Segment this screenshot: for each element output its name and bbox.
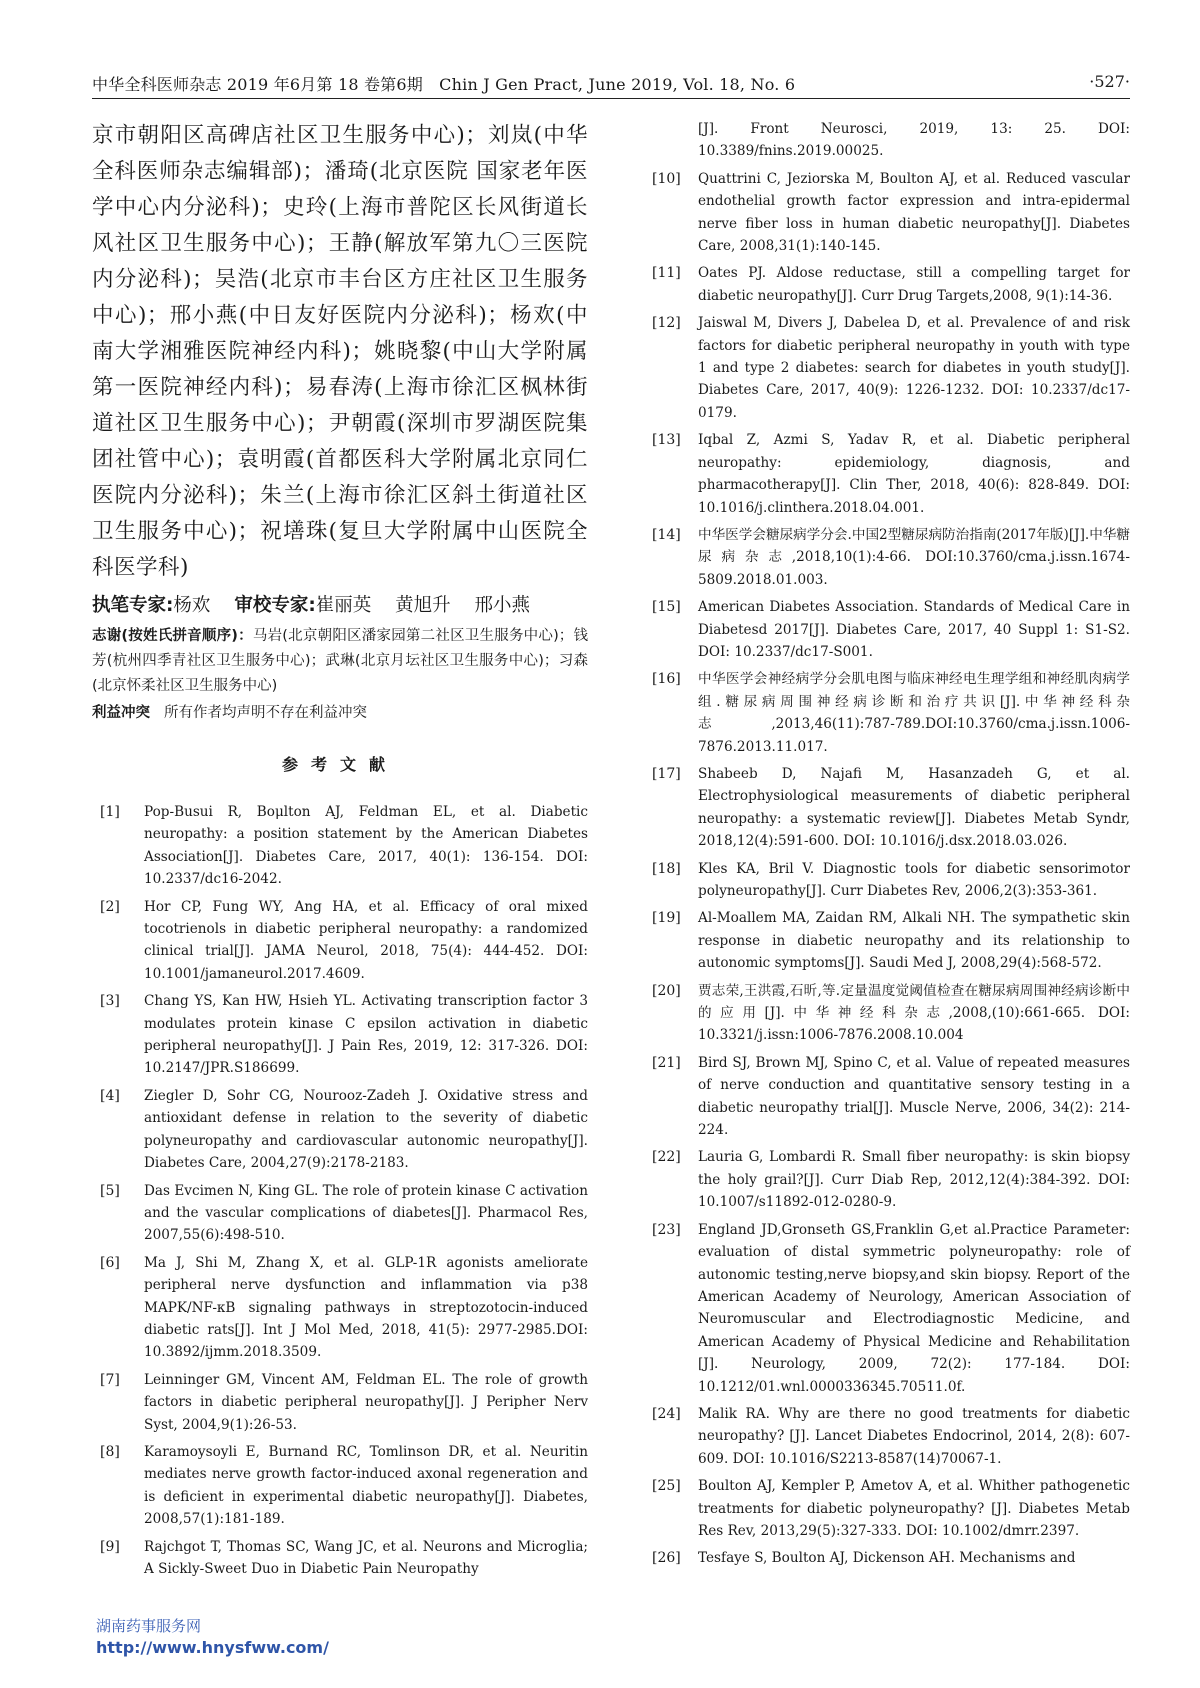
conflict-of-interest [92, 701, 588, 726]
reference-number: [24] [652, 1405, 681, 1422]
reference-number: [16] [652, 671, 681, 688]
watermark-url[interactable]: http://www.hnysfww.com/ [96, 1638, 329, 1657]
reference-item [652, 858, 1130, 903]
reference-number: [9] [100, 1538, 120, 1555]
reference-item [652, 262, 1130, 307]
reference-text: 贾志荣,王洪霞,石昕,等.定量温度觉阈值检查在糖尿病周围神经病诊断中的应用[J].中华神经科杂志,2008,(10):661-665. DOI: 10.3321/j.issn:1006-7876.2008.10.004 [698, 982, 1130, 1044]
reference-number: [19] [652, 910, 681, 927]
reference-text: Quattrini C, Jeziorska M, Boulton AJ, et al. Reduced vascular endothelial growth factor expression and intra-epidermal nerve fiber loss in human diabetic neuropathy[J]. Diabetes Care, 2008,31(1):140-145. [698, 170, 1130, 255]
experts-line [92, 588, 588, 624]
reference-text: Tesfaye S, Boulton AJ, Dickenson AH. Mechanisms and [698, 1550, 1076, 1567]
reference-item [92, 1252, 588, 1364]
reference-item [652, 524, 1130, 591]
reference-item [652, 907, 1130, 974]
reference-number: [25] [652, 1478, 681, 1495]
reference-number: [10] [652, 170, 681, 187]
reference-item [652, 980, 1130, 1047]
right-column [652, 118, 1130, 1575]
reference-number: [21] [652, 1054, 681, 1071]
reference-text: Chang YS, Kan HW, Hsieh YL. Activating transcription factor 3 modulates protein kinase C epsilon activation in diabetic peripheral neuropathy[J]. J Pain Res, 2019, 12: 317-326. DOI: 10.2147/JPR.S186699. [144, 993, 588, 1077]
journal-running-title: 中华全科医师杂志 2019 年6月第 18 卷第6期 Chin J Gen Pract, June 2019, Vol. 18, No. 6 [92, 75, 796, 94]
reference-item [92, 1369, 588, 1436]
page-number: ·527· [1089, 72, 1130, 91]
reference-text: England JD,Gronseth GS,Franklin G,et al.Practice Parameter: evaluation of distal symmetric polyneuropathy: role of autonomic testing,nerve biopsy,and skin biopsy. Report of the American Academy of Neurology, American Association of Neuromuscular and Electrodiagnostic Medicine, and American Academy of Physical Medicine and Rehabilitation [J]. Neurology, 2009, 72(2): 177-184. DOI: 10.1212/01.wnl.0000336345.70511.0f. [698, 1221, 1130, 1395]
reference-item [92, 801, 588, 891]
reference-text: Rajchgot T, Thomas SC, Wang JC, et al. Neurons and Microglia; A Sickly-Sweet Duo in Diabetic Pain Neuropathy [144, 1538, 588, 1577]
reference-9-continued: [J]. Front Neurosci, 2019, 13: 25. DOI: 10.3389/fnins.2019.00025. [698, 121, 1130, 160]
reference-text: 中华医学会神经病学分会肌电图与临床神经电生理学组和神经肌肉病学组.糖尿病周围神经病诊断和治疗共识[J].中华神经科杂志,2013,46(11):787-789.DOI:10.3760/cma.j.issn.1006-7876.2013.11.017. [698, 671, 1130, 755]
reference-text: Karamoysoyli E, Burnand RC, Tomlinson DR, et al. Neuritin mediates nerve growth factor-induced axonal regeneration and is deficient in experimental diabetic neuropathy[J]. Diabetes, 2008,57(1):181-189. [144, 1443, 588, 1528]
reference-item [92, 1180, 588, 1247]
reference-item [652, 596, 1130, 663]
reference-item [652, 168, 1130, 258]
reference-text: Ma J, Shi M, Zhang X, et al. GLP-1R agonists ameliorate peripheral nerve dysfunction and inflammation via p38 MAPK/NF-κB signaling pathways in streptozotocin-induced diabetic rats[J]. Int J Mol Med, 2018, 41(5): 2977-2985.DOI: 10.3892/ijmm.2018.3509. [144, 1254, 588, 1361]
reference-item [652, 668, 1130, 758]
reference-item [92, 1536, 588, 1581]
reference-text: Hor CP, Fung WY, Ang HA, et al. Efficacy of oral mixed tocotrienols in diabetic peripheral neuropathy: a randomized clinical trial[J]. JAMA Neurol, 2018, 75(4): 444-452. DOI: 10.1001/jamaneurol.2017.4609. [144, 898, 588, 982]
reference-number: [26] [652, 1550, 681, 1567]
reference-text: Oates PJ. Aldose reductase, still a compelling target for diabetic neuropathy[J]. Curr Drug Targets,2008, 9(1):14-36. [698, 265, 1130, 304]
conflict-label: 利益冲突 [92, 705, 150, 721]
reviewer-name: 邢小燕 [474, 595, 531, 616]
reference-item [652, 1475, 1130, 1542]
reference-text: Leinninger GM, Vincent AM, Feldman EL. The role of growth factors in diabetic peripheral neuropathy[J]. J Peripher Nerv Syst, 2004,9(1):26-53. [144, 1371, 588, 1433]
reference-text: Pop-Busui R, Boμlton AJ, Feldman EL, et al. Diabetic neuropathy: a position statement by the American Diabetes Association[J]. Diabetes Care, 2017, 40(1): 136-154. DOI: 10.2337/dc16-2042. [144, 804, 588, 888]
reference-item [92, 1085, 588, 1175]
reference-item [652, 312, 1130, 424]
reference-number: [3] [100, 993, 120, 1010]
reference-number: [15] [652, 599, 681, 616]
reference-text: Lauria G, Lombardi R. Small fiber neuropathy: is skin biopsy the holy grail?[J]. Curr Diab Rep, 2012,12(4):384-392. DOI: 10.1007/s11892-012-0280-9. [698, 1149, 1130, 1211]
acknowledged-experts-text: 京市朝阳区高碑店社区卫生服务中心)；刘岚(中华全科医师杂志编辑部)；潘琦(北京医院 国家老年医学中心内分泌科)；史玲(上海市普陀区长风街道长风社区卫生服务中心)；王静(解放军第九〇三医院内分泌科)；吴浩(北京市丰台区方庄社区卫生服务中心)；邢小燕(中日友好医院内分泌科)；杨欢(中南大学湘雅医院神经内科)；姚晓黎(中山大学附属第一医院神经内科)；易春涛(上海市徐汇区枫林街道社区卫生服务中心)；尹朝霞(深圳市罗湖医院集团社管中心)；袁明霞(首都医科大学附属北京同仁医院内分泌科)；朱兰(上海市徐汇区斜土街道社区卫生服务中心)；祝墡珠(复旦大学附属中山医院全科医学科) [92, 123, 588, 580]
reference-number: [11] [652, 265, 681, 282]
reviewer-name: 黄旭升 [395, 595, 451, 616]
reference-number: [22] [652, 1149, 681, 1166]
reviewer-label: 审校专家: [234, 595, 316, 616]
reference-number: [7] [100, 1371, 120, 1388]
reference-list-right [652, 168, 1130, 1570]
reference-text: Kles KA, Bril V. Diagnostic tools for diabetic sensorimotor polyneuropathy[J]. Curr Diabetes Rev, 2006,2(3):353-361. [698, 860, 1130, 899]
reference-text: Malik RA. Why are there no good treatments for diabetic neuropathy? [J]. Lancet Diabetes Endocrinol, 2014, 2(8): 607-609. DOI: 10.1016/S2213-8587(14)70067-1. [698, 1405, 1130, 1467]
reference-number: [14] [652, 526, 681, 543]
reference-number: [13] [652, 432, 681, 449]
reference-text: Shabeeb D, Najafi M, Hasanzadeh G, et al. Electrophysiological measurements of diabetic peripheral neuropathy: a systematic review[J]. Diabetes Metab Syndr, 2018,12(4):591-600. DOI: 10.1016/j.dsx.2018.03.026. [698, 765, 1130, 850]
reference-number: [23] [652, 1221, 681, 1238]
left-column [92, 118, 588, 1585]
reference-text: Bird SJ, Brown MJ, Spino C, et al. Value of repeated measures of nerve conduction and quantitative sensory testing in a diabetic neuropathy trial[J]. Muscle Nerve, 2006, 34(2): 214-224. [698, 1054, 1130, 1139]
reference-text: Boulton AJ, Kempler P, Ametov A, et al. Whither pathogenetic treatments for diabetic polyneuropathy? [J]. Diabetes Metab Res Rev, 2013,29(5):327-333. DOI: 10.1002/dmrr.2397. [698, 1478, 1130, 1539]
reference-item [652, 763, 1130, 853]
reference-number: [2] [100, 898, 120, 915]
reference-item [92, 896, 588, 986]
conflict-text: 所有作者均声明不存在利益冲突 [164, 705, 367, 721]
reference-number: [8] [100, 1443, 120, 1460]
page-header [92, 72, 1130, 99]
reference-item [652, 1403, 1130, 1470]
reference-list-left [92, 801, 588, 1580]
reference-number: [18] [652, 860, 681, 877]
reference-item [652, 1146, 1130, 1213]
reference-number: [4] [100, 1087, 120, 1104]
reference-text: 中华医学会糖尿病学分会.中国2型糖尿病防治指南(2017年版)[J].中华糖尿病杂志,2018,10(1):4-66. DOI:10.3760/cma.j.issn.1674-5809.2018.01.003. [698, 526, 1130, 588]
reference-item [652, 1219, 1130, 1398]
reference-item [652, 1052, 1130, 1142]
thanks-section [92, 624, 588, 699]
reference-number: [20] [652, 982, 681, 999]
reference-text: Iqbal Z, Azmi S, Yadav R, et al. Diabetic peripheral neuropathy: epidemiology, diagnosis, and pharmacotherapy[J]. Clin Ther, 2018, 40(6): 828-849. DOI: 10.1016/j.clinthera.2018.04.001. [698, 432, 1130, 516]
reference-text: Das Evcimen N, King GL. The role of protein kinase C activation and the vascular complications of diabetes[J]. Pharmacol Res, 2007,55(6):498-510. [144, 1182, 588, 1244]
reference-text: Ziegler D, Sohr CG, Nourooz-Zadeh J. Oxidative stress and antioxidant defense in relation to the severity of diabetic polyneuropathy and cardiovascular autonomic neuropathy[J]. Diabetes Care, 2004,27(9):2178-2183. [144, 1087, 588, 1172]
reviewer-name: 崔丽英 [315, 595, 372, 616]
thanks-text: 马岩(北京朝阳区潘家园第二社区卫生服务中心)；钱芳(杭州四季青社区卫生服务中心)；武琳(北京月坛社区卫生服务中心)；习森(北京怀柔社区卫生服务中心) [92, 628, 588, 694]
watermark-footer [96, 1615, 329, 1657]
reference-number: [12] [652, 315, 681, 332]
reference-number: [5] [100, 1182, 120, 1199]
reference-text: Jaiswal M, Divers J, Dabelea D, et al. Prevalence of and risk factors for diabetic peripheral neuropathy in youth with type 1 and type 2 diabetes: search for diabetes in youth study[J]. Diabetes Care, 2017, 40(9): 1226-1232. DOI: 10.2337/dc17-0179. [698, 315, 1130, 421]
reference-item [652, 1547, 1130, 1569]
reference-number: [6] [100, 1254, 120, 1271]
watermark-site-name: 湖南药事服务网 [96, 1617, 202, 1635]
reference-item [652, 429, 1130, 519]
reference-number: [1] [100, 804, 120, 820]
references-heading: 参考文献 [281, 755, 398, 774]
reference-text: American Diabetes Association. Standards of Medical Care in Diabetesd 2017[J]. Diabetes Care, 2017, 40 Suppl 1: S1-S2. DOI: 10.2337/dc17-S001. [698, 599, 1130, 660]
reference-text: Al-Moallem MA, Zaidan RM, Alkali NH. The sympathetic skin response in diabetic neuropathy and its relationship to autonomic symptoms[J]. Saudi Med J, 2008,29(4):568-572. [698, 910, 1130, 972]
writer-label: 执笔专家: [92, 595, 174, 616]
reference-number: [17] [652, 765, 681, 782]
writer-name: 杨欢 [173, 595, 211, 616]
thanks-label: 志谢(按姓氏拼音顺序)： [92, 628, 253, 644]
reference-item [92, 990, 588, 1080]
reference-item [92, 1441, 588, 1531]
